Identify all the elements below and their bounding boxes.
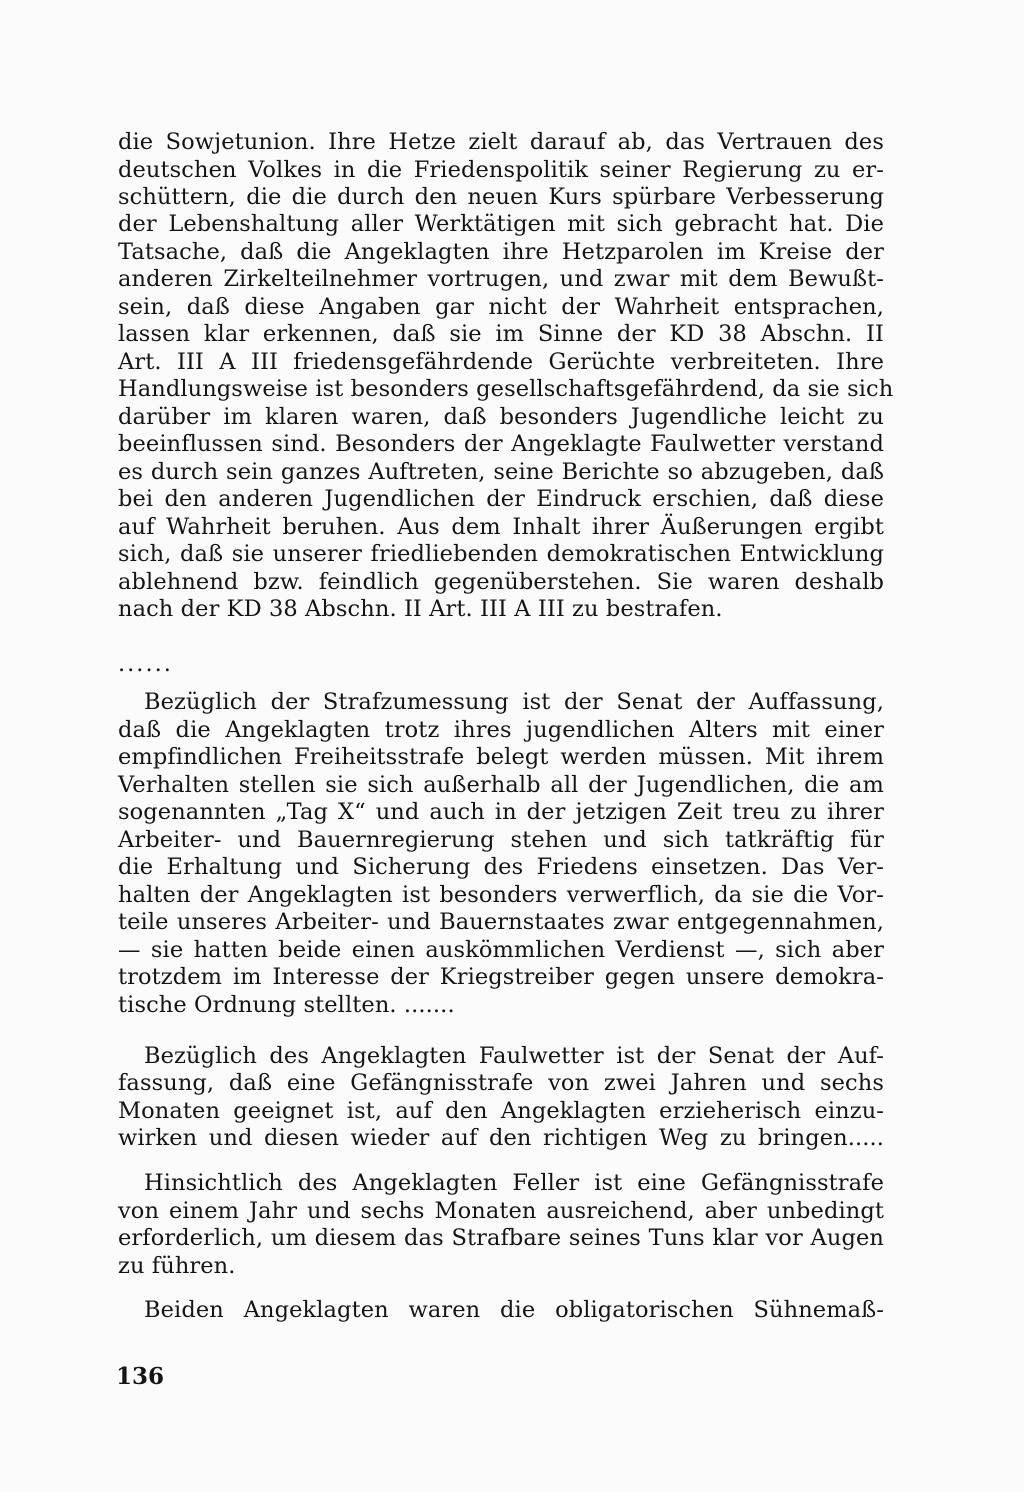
text-line: ablehnend bzw. feindlich gegenüberstehen. Sie waren deshalb bbox=[118, 569, 884, 595]
text-line: anderen Zirkelteilnehmer vortrugen, und zwar mit dem Bewußt- bbox=[118, 266, 884, 292]
text-line: Art. III A III friedensgefährdende Gerüchte verbreiteten. Ihre bbox=[118, 349, 884, 375]
text-line: trotzdem im Interesse der Kriegstreiber gegen unsere demokra- bbox=[118, 964, 884, 990]
text-line: Verhalten stellen sie sich außerhalb all der Jugendlichen, die am bbox=[118, 772, 884, 798]
text-line: der Lebenshaltung aller Werktätigen mit sich gebracht hat. Die bbox=[118, 211, 884, 237]
text-line: sein, daß diese Angaben gar nicht der Wahrheit entsprachen, bbox=[118, 294, 884, 320]
text-line: Tatsache, daß die Angeklagten ihre Hetzparolen im Kreise der bbox=[118, 239, 884, 265]
text-line: sogenannten „Tag X“ und auch in der jetzigen Zeit treu zu ihrer bbox=[118, 799, 884, 825]
text-line: lassen klar erkennen, daß sie im Sinne der KD 38 Abschn. II bbox=[118, 321, 884, 347]
text-line: auf Wahrheit beruhen. Aus dem Inhalt ihrer Äußerungen ergibt bbox=[118, 514, 884, 540]
text-line: von einem Jahr und sechs Monaten ausreichend, aber unbedingt bbox=[118, 1198, 884, 1224]
text-line: darüber im klaren waren, daß besonders Jugendliche leicht zu bbox=[118, 404, 884, 430]
text-line: Arbeiter- und Bauernregierung stehen und sich tatkräftig für bbox=[118, 827, 884, 853]
text-line: Monaten geeignet ist, auf den Angeklagten erzieherisch einzu- bbox=[118, 1098, 884, 1124]
text-line: bei den anderen Jugendlichen der Eindruck erschien, daß diese bbox=[118, 486, 884, 512]
text-line: nach der KD 38 Abschn. II Art. III A III zu bestrafen. bbox=[118, 596, 723, 622]
text-line: Bezüglich der Strafzumessung ist der Senat der Auffassung, bbox=[144, 689, 884, 715]
text-line: beeinflussen sind. Besonders der Angeklagte Faulwetter verstand bbox=[118, 431, 884, 457]
text-line: teile unseres Arbeiter- und Bauernstaates zwar entgegennahmen, bbox=[118, 909, 884, 935]
text-line: schüttern, die die durch den neuen Kurs spürbare Verbesserung bbox=[118, 184, 884, 210]
omission-ellipsis: ...... bbox=[118, 651, 173, 677]
text-line: empfindlichen Freiheitsstrafe belegt werden müssen. Mit ihrem bbox=[118, 744, 884, 770]
text-line: die Erhaltung und Sicherung des Friedens einsetzen. Das Ver- bbox=[118, 854, 884, 880]
text-line: fassung, daß eine Gefängnisstrafe von zwei Jahren und sechs bbox=[118, 1070, 884, 1096]
text-line: die Sowjetunion. Ihre Hetze zielt darauf ab, das Vertrauen des bbox=[118, 129, 884, 155]
text-line: Bezüglich des Angeklagten Faulwetter ist der Senat der Auf- bbox=[144, 1043, 884, 1069]
text-line: zu führen. bbox=[118, 1253, 236, 1279]
text-line: erforderlich, um diesem das Strafbare seines Tuns klar vor Augen bbox=[118, 1225, 884, 1251]
text-line: Handlungsweise ist besonders gesellschaftsgefährdend, da sie sich bbox=[118, 376, 894, 402]
page-number: 136 bbox=[116, 1363, 165, 1390]
text-line: Beiden Angeklagten waren die obligatorischen Sühnemaß- bbox=[144, 1297, 884, 1323]
text-line: deutschen Volkes in die Friedenspolitik seiner Regierung zu er- bbox=[118, 157, 884, 183]
text-line: daß die Angeklagten trotz ihres jugendlichen Alters mit einer bbox=[118, 717, 884, 743]
text-line: halten der Angeklagten ist besonders verwerflich, da sie die Vor- bbox=[118, 882, 884, 908]
text-line: wirken und diesen wieder auf den richtigen Weg zu bringen..... bbox=[118, 1125, 884, 1151]
text-line: — sie hatten beide einen auskömmlichen Verdienst —, sich aber bbox=[118, 937, 884, 963]
text-line: tische Ordnung stellten. ....... bbox=[118, 992, 455, 1018]
text-line: es durch sein ganzes Auftreten, seine Berichte so abzugeben, daß bbox=[118, 459, 884, 485]
text-line: sich, daß sie unserer friedliebenden demokratischen Entwicklung bbox=[118, 541, 884, 567]
text-line: Hinsichtlich des Angeklagten Feller ist eine Gefängnisstrafe bbox=[144, 1170, 884, 1196]
